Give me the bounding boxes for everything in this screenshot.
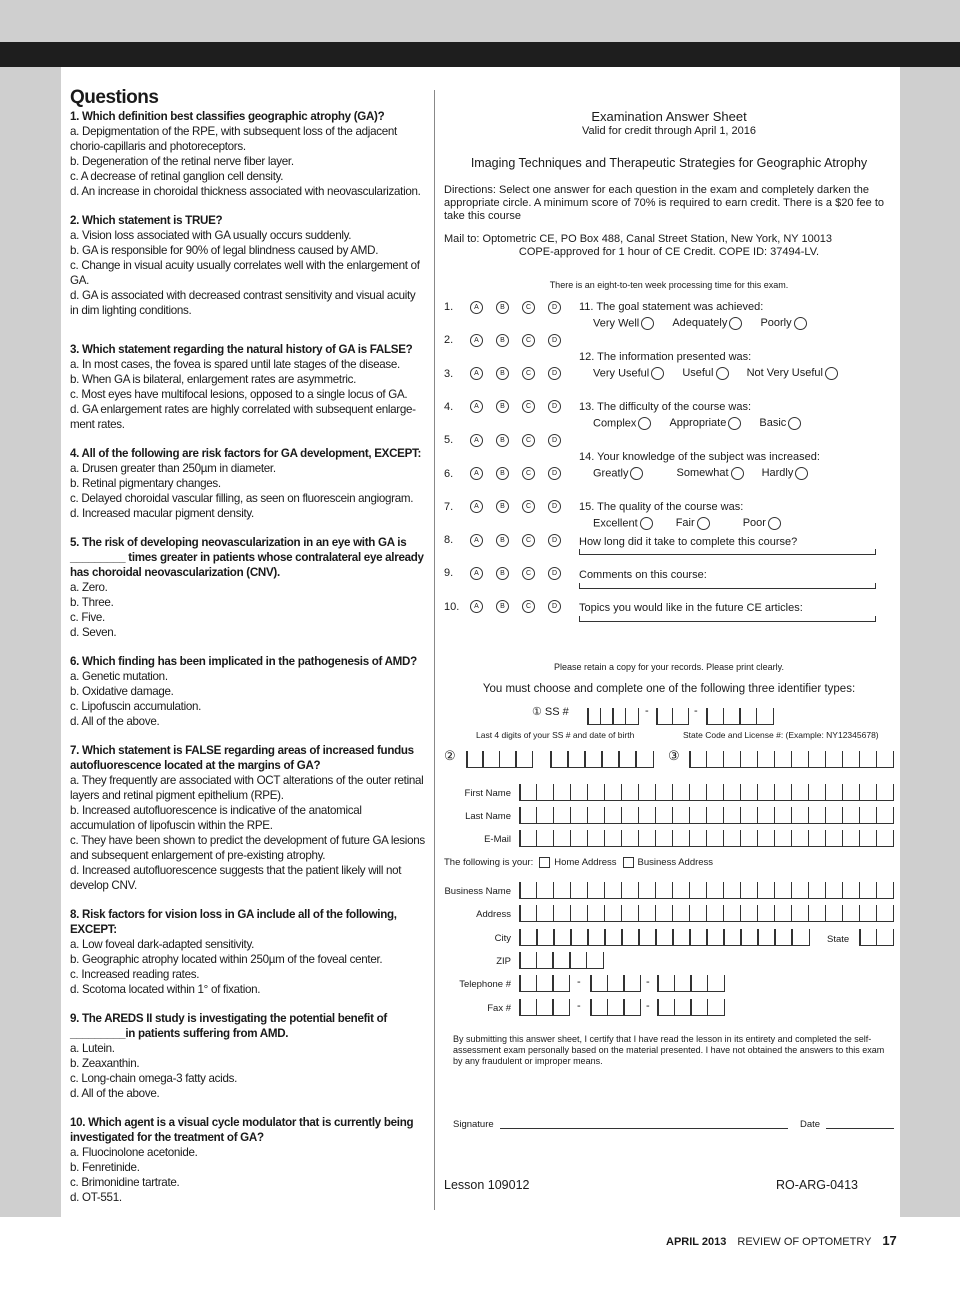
eval-q13: 13. The difficulty of the course was: — [579, 401, 752, 413]
answer-number: 4. — [444, 400, 454, 413]
answer-number: 1. — [444, 301, 454, 313]
retain-note: Please retain a copy for your records. Please print clearly. — [554, 662, 784, 672]
business-name-boxes[interactable] — [519, 882, 894, 899]
answer-bubble-3-b[interactable]: B — [496, 367, 509, 380]
footer-band — [0, 1217, 960, 1290]
issue-date: APRIL 2013 — [666, 1236, 727, 1248]
answer-number: 10. — [444, 600, 460, 613]
certification: By submitting this answer sheet, I certify that I have read the lesson in its entirety and completed the self-assessment exam personally based on the material presented. I have not obtained the answers to this exam by any fraudulent or improper means. — [453, 1034, 885, 1066]
question-option: a. Lutein. — [70, 1042, 115, 1055]
column-divider — [434, 90, 435, 1210]
question-2 — [70, 213, 425, 318]
answer-bubble-1-a[interactable]: A — [470, 301, 483, 314]
email-label: E-Mail — [484, 834, 511, 845]
eval-q11: 11. The goal statement was achieved: — [579, 301, 764, 313]
first-name-boxes[interactable] — [519, 784, 894, 801]
question-stem: 4. All of the following are risk factors for GA development, EXCEPT: — [70, 447, 422, 460]
email-boxes[interactable] — [519, 830, 894, 847]
option-appropriate: Appropriate — [669, 417, 727, 430]
option-hardly: Hardly — [761, 467, 794, 480]
city-label: City — [494, 933, 511, 944]
how-long-field[interactable] — [579, 554, 876, 555]
answer-bubble-6-b[interactable]: B — [496, 467, 509, 480]
radio-appropriate[interactable] — [728, 417, 741, 430]
question-option: a. In most cases, the fovea is spared until late stages of the disease. — [70, 358, 400, 371]
question-option: d. GA is associated with decreased contrast sensitivity and visual acuity in dim lighting conditions. — [70, 289, 416, 317]
question-option: a. They frequently are associated with OCT alterations of the outer retinal layers and retinal pigment epithelium (RPE). — [70, 774, 424, 802]
answer-row-6 — [444, 467, 574, 481]
answer-bubble-3-c[interactable]: C — [522, 367, 535, 380]
page-number: 17 — [882, 1233, 897, 1248]
answer-bubble-8-a[interactable]: A — [470, 534, 483, 547]
answer-bubble-8-c[interactable]: C — [522, 534, 535, 547]
question-stem: 1. Which definition best classifies geographic atrophy (GA)? — [70, 110, 385, 123]
option-not-very-useful: Not Very Useful — [746, 367, 823, 380]
answer-bubble-9-a[interactable]: A — [470, 567, 483, 580]
eval-q12: 12. The information presented was: — [579, 351, 752, 363]
id2-boxes-2[interactable] — [550, 751, 654, 768]
answer-bubble-9-c[interactable]: C — [522, 567, 535, 580]
business-address-label: Business Address — [637, 857, 714, 868]
course-code: RO-ARG-0413 — [776, 1178, 858, 1192]
question-option: d. Increased autofluorescence suggests that the patient likely will not develop CNV. — [70, 864, 402, 892]
answer-row-2 — [444, 333, 574, 347]
home-address-label: Home Address — [554, 857, 617, 868]
answer-bubble-5-b[interactable]: B — [496, 434, 509, 447]
option-basic: Basic — [759, 417, 787, 430]
topics-field[interactable] — [579, 621, 876, 622]
id2-marker: ② — [444, 748, 456, 763]
eval-q15: 15. The quality of the course was: — [579, 501, 744, 513]
license-boxes[interactable] — [689, 751, 894, 768]
question-option: b. Geographic atrophy located within 250µm of the foveal center. — [70, 953, 383, 966]
question-option: c. Lipofuscin accumulation. — [70, 700, 202, 713]
question-stem: 3. Which statement regarding the natural history of GA is FALSE? — [70, 343, 413, 356]
business-address-checkbox[interactable] — [623, 857, 634, 868]
question-option: a. Depigmentation of the RPE, with subsequent loss of the adjacent chorio-capillaris and photoreceptors. — [70, 125, 397, 153]
question-10 — [70, 1115, 425, 1205]
question-8 — [70, 907, 425, 997]
answer-bubble-7-a[interactable]: A — [470, 500, 483, 513]
address-boxes[interactable] — [519, 905, 894, 922]
state-boxes[interactable] — [859, 929, 894, 946]
question-stem: 10. Which agent is a visual cycle modulator that is currently being investigated for the treatment of GA? — [70, 1116, 414, 1144]
home-address-checkbox[interactable] — [539, 857, 550, 868]
business-name-label: Business Name — [444, 886, 511, 897]
question-stem: 7. Which statement is FALSE regarding areas of increased fundus autofluorescence located at the margins of GA? — [70, 744, 414, 772]
answer-row-5 — [444, 433, 574, 447]
option-very-useful: Very Useful — [593, 367, 650, 380]
ss-note: Last 4 digits of your SS # and date of birth — [476, 730, 635, 740]
answer-bubble-2-c[interactable]: C — [522, 334, 535, 347]
eval-q14: 14. Your knowledge of the subject was increased: — [579, 451, 820, 463]
last-name-boxes[interactable] — [519, 807, 894, 824]
ss-boxes-1[interactable] — [587, 708, 639, 725]
option-fair: Fair — [675, 517, 695, 530]
option-very-well: Very Well — [593, 317, 640, 330]
answer-row-3 — [444, 367, 574, 381]
course-title: Imaging Techniques and Therapeutic Strategies for Geographic Atrophy — [470, 156, 868, 170]
following-label: The following is your: — [444, 857, 534, 868]
radio-fair[interactable] — [697, 517, 710, 530]
date-field[interactable] — [826, 1128, 894, 1129]
answer-bubble-10-d[interactable]: D — [548, 600, 561, 613]
question-option: c. Increased reading rates. — [70, 968, 200, 981]
valid-text: Valid for credit through April 1, 2016 — [581, 125, 757, 137]
question-option: a. Genetic mutation. — [70, 670, 168, 683]
fax-label: Fax # — [487, 1003, 511, 1014]
questions-column — [70, 88, 425, 1205]
question-option: b. Fenretinide. — [70, 1161, 140, 1174]
question-option: b. GA is responsible for 90% of legal blindness caused by AMD. — [70, 244, 379, 257]
radio-somewhat[interactable] — [731, 467, 744, 480]
answer-bubble-3-a[interactable]: A — [470, 367, 483, 380]
question-option: d. All of the above. — [70, 1087, 160, 1100]
radio-useful[interactable] — [716, 367, 729, 380]
radio-poorly[interactable] — [794, 317, 807, 330]
ss-label: ① SS # — [532, 706, 569, 718]
fax-boxes-2[interactable] — [590, 999, 641, 1016]
question-option: b. Three. — [70, 596, 114, 609]
question-5 — [70, 535, 425, 640]
option-greatly: Greatly — [593, 467, 629, 480]
option-adequately: Adequately — [672, 317, 728, 330]
answer-bubble-1-b[interactable]: B — [496, 301, 509, 314]
answer-bubble-6-a[interactable]: A — [470, 467, 483, 480]
question-option: d. OT-551. — [70, 1191, 122, 1204]
answer-row-10 — [444, 600, 574, 614]
date-label: Date — [800, 1119, 821, 1130]
answer-bubble-7-b[interactable]: B — [496, 500, 509, 513]
answer-bubble-9-d[interactable]: D — [548, 567, 561, 580]
zip-boxes[interactable] — [519, 952, 604, 969]
radio-not-very-useful[interactable] — [825, 367, 838, 380]
option-poor: Poor — [742, 517, 766, 530]
last-name-label: Last Name — [465, 811, 511, 822]
license-note: State Code and License #: (Example: NY12345678) — [683, 730, 879, 740]
answer-bubble-10-b[interactable]: B — [496, 600, 509, 613]
eval-q11-options — [593, 317, 893, 330]
question-option: c. Most eyes have multifocal lesions, opposed to a single locus of GA. — [70, 388, 408, 401]
answer-bubble-8-b[interactable]: B — [496, 534, 509, 547]
question-option: b. Degeneration of the retinal nerve fiber layer. — [70, 155, 294, 168]
question-stem: 5. The risk of developing neovascularization in an eye with GA is _________ times greater in patients whose contralateral eye already has choroidal neovascularization (CNV). — [70, 536, 424, 579]
question-4 — [70, 446, 425, 521]
option-somewhat: Somewhat — [676, 467, 729, 480]
processing-note: There is an eight-to-ten week processing time for this exam. — [549, 280, 789, 290]
answer-bubble-1-d[interactable]: D — [548, 301, 561, 314]
question-option: b. Oxidative damage. — [70, 685, 174, 698]
question-stem: 6. Which finding has been implicated in the pathogenesis of AMD? — [70, 655, 417, 668]
answer-number: 2. — [444, 334, 454, 347]
city-boxes[interactable] — [519, 929, 810, 946]
answer-row-9 — [444, 566, 574, 580]
sheet-title: Examination Answer Sheet — [591, 109, 747, 124]
answer-bubble-6-c[interactable]: C — [522, 467, 535, 480]
how-long-label: How long did it take to complete this course? — [579, 536, 798, 548]
question-option: c. Long-chain omega-3 fatty acids. — [70, 1072, 238, 1085]
option-poorly: Poorly — [760, 317, 792, 330]
option-excellent: Excellent — [593, 517, 638, 530]
question-9 — [70, 1011, 425, 1101]
state-label: State — [827, 934, 850, 945]
answer-number: 8. — [444, 534, 454, 547]
question-6 — [70, 654, 425, 729]
top-bar — [0, 42, 960, 67]
question-option: a. Fluocinolone acetonide. — [70, 1146, 198, 1159]
question-option: d. Increased macular pigment density. — [70, 507, 254, 520]
answer-bubble-2-b[interactable]: B — [496, 334, 509, 347]
answer-bubble-8-d[interactable]: D — [548, 534, 561, 547]
question-stem: 9. The AREDS II study is investigating the potential benefit of _________in patients suffering from AMD. — [70, 1012, 387, 1040]
signature-field[interactable] — [500, 1128, 788, 1129]
question-option: c. Five. — [70, 611, 105, 624]
directions: Directions: Select one answer for each question in the exam and completely darken the appropriate circle. A minimum score of 70% is required to earn credit. There is a $20 fee to take this course — [444, 184, 885, 222]
answer-bubble-1-c[interactable]: C — [522, 301, 535, 314]
telephone-label: Telephone # — [459, 979, 511, 990]
answer-bubble-9-b[interactable]: B — [496, 567, 509, 580]
radio-complex[interactable] — [638, 417, 651, 430]
answer-bubble-6-d[interactable]: D — [548, 467, 561, 480]
question-option: d. All of the above. — [70, 715, 160, 728]
question-list — [70, 109, 425, 1205]
option-useful: Useful — [682, 367, 714, 380]
address-label: Address — [476, 909, 511, 920]
answer-number: 5. — [444, 434, 454, 447]
question-option: a. Vision loss associated with GA usually occurs suddenly. — [70, 229, 352, 242]
answer-bubble-4-d[interactable]: D — [548, 400, 561, 413]
answer-bubble-10-a[interactable]: A — [470, 600, 483, 613]
address-type — [444, 856, 713, 869]
question-option: d. Seven. — [70, 626, 117, 639]
cope-info: COPE-approved for 1 hour of CE Credit. COPE ID: 37494-LV. — [518, 246, 820, 258]
question-option: b. Increased autofluorescence is indicative of the anatomical accumulation of lipofuscin within the RPE. — [70, 804, 362, 832]
answer-bubble-10-c[interactable]: C — [522, 600, 535, 613]
first-name-label: First Name — [464, 788, 511, 799]
eval-q14-options — [593, 467, 893, 480]
radio-hardly[interactable] — [795, 467, 808, 480]
question-7 — [70, 743, 425, 893]
radio-very-useful[interactable] — [651, 367, 664, 380]
answer-number: 6. — [444, 467, 454, 480]
answer-bubble-4-a[interactable]: A — [470, 400, 483, 413]
option-complex: Complex — [593, 417, 637, 430]
topics-label: Topics you would like in the future CE articles: — [579, 602, 803, 614]
mail-address: Mail to: Optometric CE, PO Box 488, Canal Street Station, New York, NY 10013 — [444, 233, 833, 245]
answer-bubble-2-a[interactable]: A — [470, 334, 483, 347]
question-option: d. GA enlargement rates are highly correlated with subsequent enlarge-ment rates. — [70, 403, 416, 431]
answer-bubble-2-d[interactable]: D — [548, 334, 561, 347]
question-option: c. Delayed choroidal vascular filling, as seen on fluorescein angiogram. — [70, 492, 414, 505]
answer-bubble-7-d[interactable]: D — [548, 500, 561, 513]
question-option: c. Brimonidine tartrate. — [70, 1176, 180, 1189]
answer-row-4 — [444, 400, 574, 414]
comments-label: Comments on this course: — [579, 569, 707, 581]
question-option: c. They have been shown to predict the development of future GA lesions and subsequent enlargement of pre-existing atrophy. — [70, 834, 425, 862]
answer-bubble-5-a[interactable]: A — [470, 434, 483, 447]
radio-adequately[interactable] — [729, 317, 742, 330]
question-option: a. Zero. — [70, 581, 108, 594]
publication-name: REVIEW OF OPTOMETRY — [737, 1236, 872, 1248]
answer-bubble-7-c[interactable]: C — [522, 500, 535, 513]
page-footer — [666, 1233, 897, 1248]
answer-bubble-4-c[interactable]: C — [522, 400, 535, 413]
answer-bubble-5-c[interactable]: C — [522, 434, 535, 447]
answer-row-8 — [444, 533, 574, 547]
radio-very-well[interactable] — [641, 317, 654, 330]
radio-basic[interactable] — [788, 417, 801, 430]
answer-row-7 — [444, 500, 574, 514]
answer-bubble-4-b[interactable]: B — [496, 400, 509, 413]
question-option: c. Change in visual acuity usually correlates well with the enlargement of GA. — [70, 259, 420, 287]
answer-row-1 — [444, 300, 574, 314]
answer-number: 3. — [444, 367, 454, 380]
question-3 — [70, 342, 425, 432]
question-option: a. Low foveal dark-adapted sensitivity. — [70, 938, 254, 951]
fax-boxes-3[interactable] — [657, 999, 725, 1016]
telephone-boxes-1[interactable] — [519, 975, 570, 992]
question-option: b. When GA is bilateral, enlargement rates are asymmetric. — [70, 373, 357, 386]
answer-number: 9. — [444, 567, 454, 580]
question-option: b. Zeaxanthin. — [70, 1057, 140, 1070]
question-stem: 8. Risk factors for vision loss in GA include all of the following, EXCEPT: — [70, 908, 397, 936]
eval-q15-options — [593, 517, 893, 530]
question-stem: 2. Which statement is TRUE? — [70, 214, 223, 227]
answer-number: 7. — [444, 500, 454, 513]
identifier-instructions: You must choose and complete one of the following three identifier types: — [482, 683, 856, 695]
answer-bubble-5-d[interactable]: D — [548, 434, 561, 447]
question-option: b. Retinal pigmentary changes. — [70, 477, 221, 490]
fax-boxes-1[interactable] — [519, 999, 570, 1016]
question-1 — [70, 109, 425, 199]
signature-label: Signature — [453, 1119, 494, 1130]
question-option: a. Drusen greater than 250µm in diameter. — [70, 462, 276, 475]
question-option: c. A decrease of retinal ganglion cell density. — [70, 170, 284, 183]
answer-bubble-3-d[interactable]: D — [548, 367, 561, 380]
radio-greatly[interactable] — [630, 467, 643, 480]
id3-marker: ③ — [668, 748, 680, 763]
question-option: d. An increase in choroidal thickness associated with neovascularization. — [70, 185, 421, 198]
lesson-number: Lesson 109012 — [444, 1178, 530, 1192]
ss-boxes-3[interactable] — [706, 708, 774, 725]
id2-boxes-1[interactable] — [466, 751, 533, 768]
eval-q13-options — [593, 417, 893, 430]
telephone-boxes-3[interactable] — [657, 975, 725, 992]
comments-field[interactable] — [579, 588, 876, 589]
radio-poor[interactable] — [768, 517, 781, 530]
radio-excellent[interactable] — [640, 517, 653, 530]
question-option: d. Scotoma located within 1° of fixation. — [70, 983, 261, 996]
telephone-boxes-2[interactable] — [590, 975, 641, 992]
eval-q12-options — [593, 367, 893, 380]
ss-boxes-2[interactable] — [656, 708, 689, 725]
zip-label: ZIP — [496, 956, 511, 967]
questions-heading: Questions — [70, 87, 159, 108]
